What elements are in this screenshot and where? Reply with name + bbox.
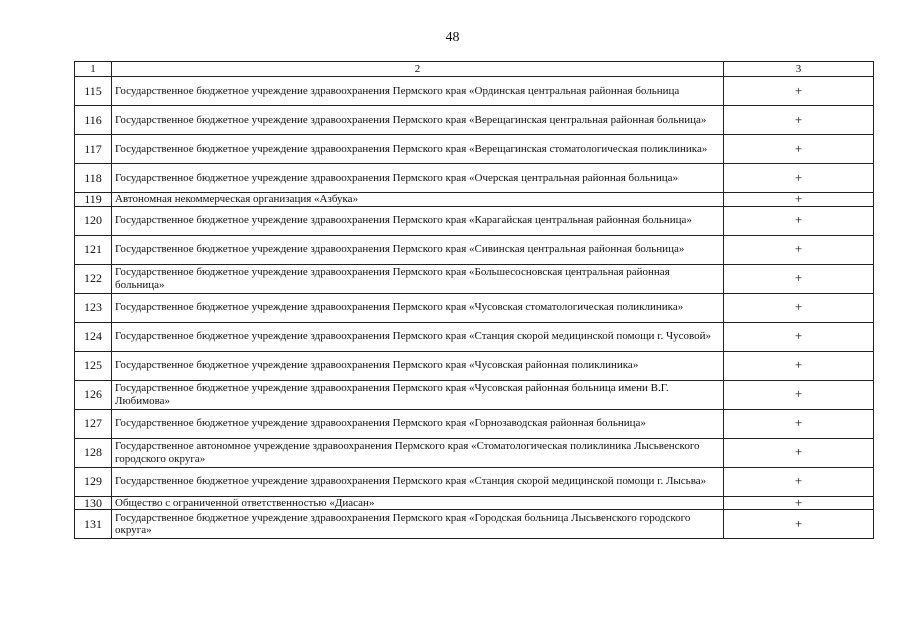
row-number-cell: 124	[75, 322, 112, 351]
mark-cell: +	[724, 235, 874, 264]
mark-cell: +	[724, 322, 874, 351]
institution-name-cell: Общество с ограниченной ответственностью «Диасан»	[112, 496, 724, 510]
table-row	[75, 106, 874, 135]
row-number-cell: 129	[75, 467, 112, 496]
institution-name-cell: Государственное бюджетное учреждение здравоохранения Пермского края «Ординская центральная районная больница	[112, 77, 724, 106]
mark-cell: +	[724, 467, 874, 496]
mark-cell: +	[724, 409, 874, 438]
table-row	[75, 351, 874, 380]
mark-cell: +	[724, 351, 874, 380]
row-number-cell: 128	[75, 438, 112, 467]
row-number-cell: 126	[75, 380, 112, 409]
institution-name-cell: Автономная некоммерческая организация «Азбука»	[112, 193, 724, 207]
row-number-cell: 120	[75, 206, 112, 235]
table-row	[75, 135, 874, 164]
table-row	[75, 293, 874, 322]
table-row	[75, 193, 874, 207]
table-row	[75, 164, 874, 193]
table-row	[75, 438, 874, 467]
mark-cell: +	[724, 496, 874, 510]
row-number-cell: 118	[75, 164, 112, 193]
mark-cell: +	[724, 164, 874, 193]
mark-cell: +	[724, 380, 874, 409]
row-number-cell: 122	[75, 264, 112, 293]
page-number: 48	[445, 30, 460, 45]
table-row	[75, 235, 874, 264]
table-row	[75, 496, 874, 510]
mark-cell: +	[724, 193, 874, 207]
institution-name-cell: Государственное автономное учреждение здравоохранения Пермского края «Стоматологическая поликлиника Лысьвенского городского округа»	[112, 438, 724, 467]
header-cell-number: 1	[75, 62, 112, 77]
table-row	[75, 322, 874, 351]
table-header-row	[75, 62, 874, 77]
row-number-cell: 116	[75, 106, 112, 135]
mark-cell: +	[724, 206, 874, 235]
row-number-cell: 119	[75, 193, 112, 207]
institution-name-cell: Государственное бюджетное учреждение здравоохранения Пермского края «Чусовская районная поликлиника»	[112, 351, 724, 380]
institution-name-cell: Государственное бюджетное учреждение здравоохранения Пермского края «Горнозаводская районная больница»	[112, 409, 724, 438]
table-body	[75, 62, 874, 539]
header-cell-name: 2	[112, 62, 724, 77]
row-number-cell: 121	[75, 235, 112, 264]
mark-cell: +	[724, 293, 874, 322]
table-row	[75, 467, 874, 496]
row-number-cell: 115	[75, 77, 112, 106]
row-number-cell: 130	[75, 496, 112, 510]
mark-cell: +	[724, 438, 874, 467]
institution-name-cell: Государственное бюджетное учреждение здравоохранения Пермского края «Сивинская центральная районная больница»	[112, 235, 724, 264]
table-row	[75, 264, 874, 293]
mark-cell: +	[724, 510, 874, 539]
mark-cell: +	[724, 264, 874, 293]
row-number-cell: 123	[75, 293, 112, 322]
institution-name-cell: Государственное бюджетное учреждение здравоохранения Пермского края «Станция скорой медицинской помощи г. Чусовой»	[112, 322, 724, 351]
mark-cell: +	[724, 135, 874, 164]
header-cell-mark: 3	[724, 62, 874, 77]
institution-name-cell: Государственное бюджетное учреждение здравоохранения Пермского края «Чусовская районная больница имени В.Г. Любимова»	[112, 380, 724, 409]
row-number-cell: 127	[75, 409, 112, 438]
institution-name-cell: Государственное бюджетное учреждение здравоохранения Пермского края «Очерская центральная районная больница»	[112, 164, 724, 193]
table-row	[75, 206, 874, 235]
institution-name-cell: Государственное бюджетное учреждение здравоохранения Пермского края «Верещагинская стоматологическая поликлиника»	[112, 135, 724, 164]
institution-name-cell: Государственное бюджетное учреждение здравоохранения Пермского края «Чусовская стоматологическая поликлиника»	[112, 293, 724, 322]
table-row	[75, 510, 874, 539]
row-number-cell: 131	[75, 510, 112, 539]
row-number-cell: 125	[75, 351, 112, 380]
mark-cell: +	[724, 77, 874, 106]
institution-name-cell: Государственное бюджетное учреждение здравоохранения Пермского края «Карагайская центральная районная больница»	[112, 206, 724, 235]
table-row	[75, 409, 874, 438]
mark-cell: +	[724, 106, 874, 135]
institution-name-cell: Государственное бюджетное учреждение здравоохранения Пермского края «Городская больница Лысьвенского городского округа»	[112, 510, 724, 539]
row-number-cell: 117	[75, 135, 112, 164]
institution-name-cell: Государственное бюджетное учреждение здравоохранения Пермского края «Большесосновская центральная районная больница»	[112, 264, 724, 293]
institution-name-cell: Государственное бюджетное учреждение здравоохранения Пермского края «Верещагинская центральная районная больница»	[112, 106, 724, 135]
institutions-table	[74, 61, 874, 539]
institution-name-cell: Государственное бюджетное учреждение здравоохранения Пермского края «Станция скорой медицинской помощи г. Лысьва»	[112, 467, 724, 496]
table-row	[75, 77, 874, 106]
table-row	[75, 380, 874, 409]
